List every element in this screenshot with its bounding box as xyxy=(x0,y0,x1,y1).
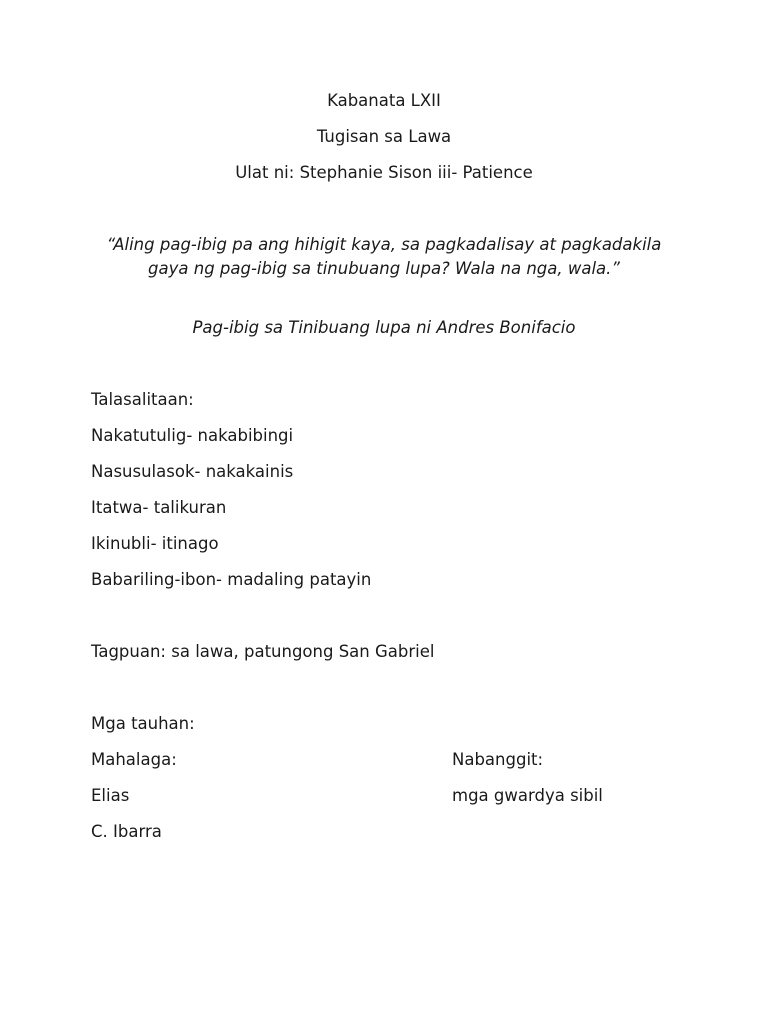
reporter-line: Ulat ni: Stephanie Sison iii- Patience xyxy=(235,163,533,182)
quote-source: Pag-ibig sa Tinibuang lupa ni Andres Bonifacio xyxy=(192,318,576,337)
chapter-title: Kabanata LXII xyxy=(327,91,441,110)
characters-heading: Mga tauhan: xyxy=(91,714,195,733)
main-character: C. Ibarra xyxy=(91,822,162,841)
vocabulary-item: Nakatutulig- nakabibingi xyxy=(91,426,294,445)
vocabulary-item: Ikinubli- itinago xyxy=(91,534,219,553)
mentioned-characters-heading: Nabanggit: xyxy=(452,750,544,769)
chapter-subtitle: Tugisan sa Lawa xyxy=(316,127,452,146)
vocabulary-heading: Talasalitaan: xyxy=(91,390,194,409)
quote-text: “Aling pag-ibig pa ang hihigit kaya, sa pagkadalisay at pagkadakila gaya ng pag-ibig sa tinubuang lupa? Wala na nga, wala.” xyxy=(106,235,662,278)
setting-line: Tagpuan: sa lawa, patungong San Gabriel xyxy=(91,642,435,661)
main-character: Elias xyxy=(91,786,130,805)
vocabulary-item: Babariling-ibon- madaling patayin xyxy=(91,570,372,589)
vocabulary-item: Itatwa- talikuran xyxy=(91,498,227,517)
main-characters-heading: Mahalaga: xyxy=(91,750,177,769)
mentioned-character: mga gwardya sibil xyxy=(452,786,603,805)
vocabulary-item: Nasusulasok- nakakainis xyxy=(91,462,294,481)
